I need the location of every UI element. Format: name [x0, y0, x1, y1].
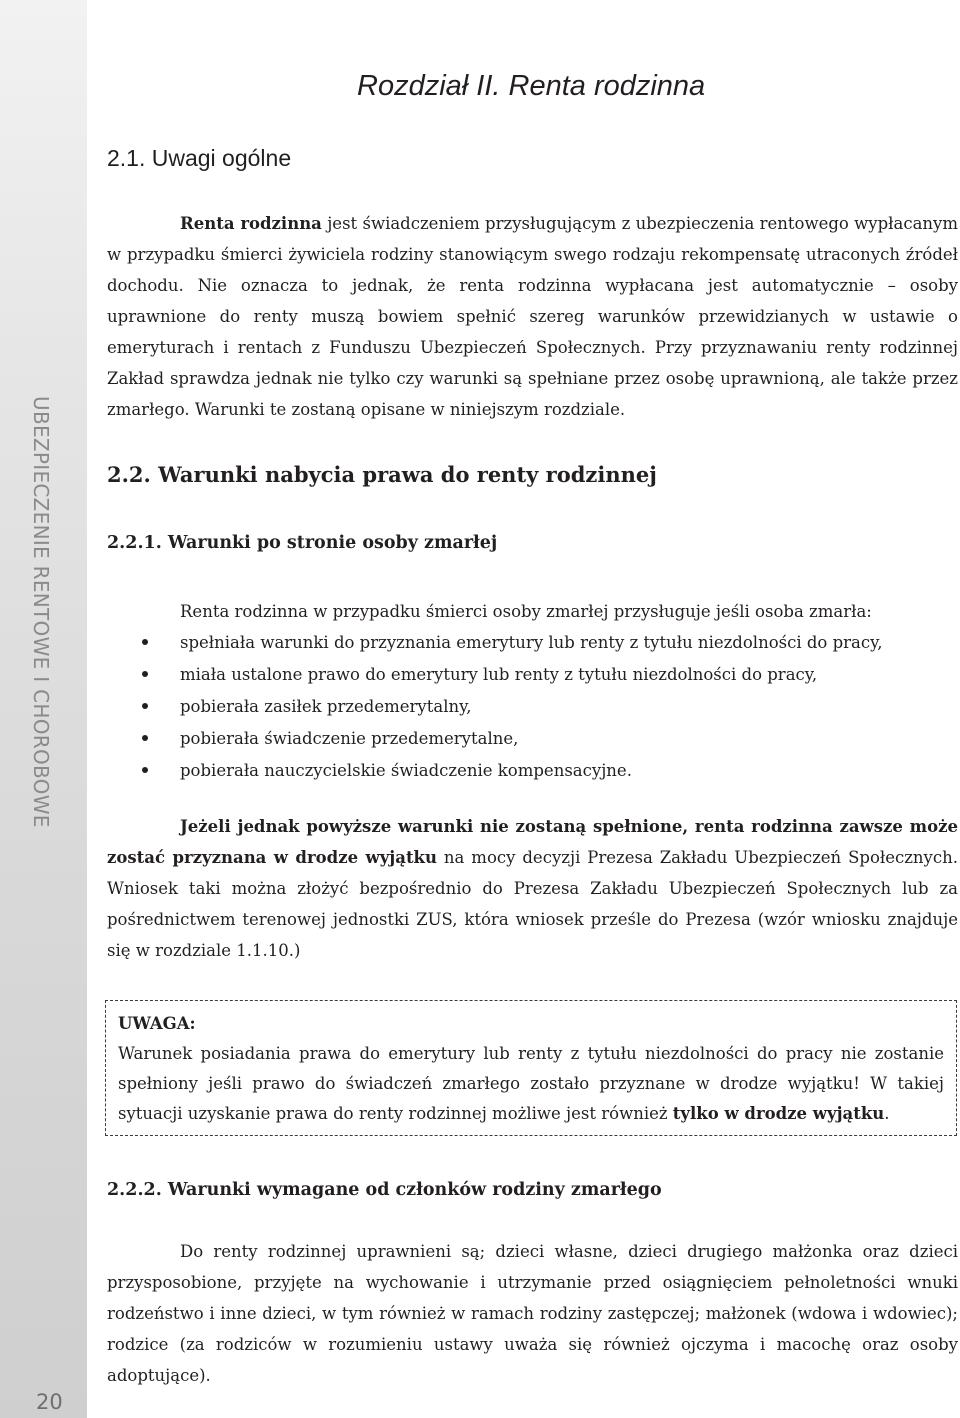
paragraph-text: Do renty rodzinnej uprawnieni są; dzieci własne, dzieci drugiego małżonka oraz dzieci przysposobione, przyjęte na wychowanie i utrzymanie przed osiągnięciem pełnoletności wnuki rodzeństwo i inne dzieci, w tym również w ramach rodziny zastępczej; małżonek (wdowa i wdowiec); rodzice (za rodziców w rozumieniu ustawy uważa się również ojczyma i macochę oraz osoby adoptujące). [107, 1242, 958, 1385]
heading-2-1: 2.1. Uwagi ogólne [107, 145, 292, 171]
list-item: pobierała nauczycielskie świadczenie kompensacyjne. [107, 755, 883, 787]
warning-bold-text: tylko w drodze wyjątku [672, 1104, 885, 1123]
conditions-list [107, 627, 883, 787]
list-item: spełniała warunki do przyznania emerytury lub renty z tytułu niezdolności do pracy, [107, 627, 883, 659]
warning-text: Warunek posiadania prawa do emerytury lub renty z tytułu niezdolności do pracy nie zostanie spełniony jeśli prawo do świadczeń zmarłego zostało przyznane w drodze wyjątku! W takiej sytuacji uzyskanie prawa do renty rodzinnej możliwe jest również tylko w drodze wyjątku. [118, 1044, 944, 1123]
exception-bold-text: Jeżeli jednak powyższe warunki nie zostaną spełnione, renta rodzinna zawsze może zostać przyznana w drodze wyjątku [107, 817, 958, 867]
heading-2-2-1: 2.2.1. Warunki po stronie osoby zmarłej [107, 533, 498, 553]
warning-title: UWAGA: [118, 1014, 196, 1033]
paragraph-text: jest świadczeniem przysługującym z ubezpieczenia rentowego wypłacanym w przypadku śmierci żywiciela rodziny stanowiącym swego rodzaju rekompensatę utraconych źródeł dochodu. Nie oznacza to jednak, że renta rodzinna wypłacana jest automatycznie – osoby uprawnione do renty muszą bowiem spełnić szereg warunków przewidzianych w ustawie o emeryturach i rentach z Funduszu Ubezpieczeń Społecznych. Przy przyznawaniu renty rodzinnej Zakład sprawdza jednak nie tylko czy warunki są spełniane przez osobę uprawnioną, ale także przez zmarłego. Warunki te zostaną opisane w niniejszym rozdziale. [107, 214, 958, 419]
page-number: 20 [36, 1390, 63, 1414]
list-item: pobierała świadczenie przedemerytalne, [107, 723, 883, 755]
chapter-title: Rozdział II. Renta rodzinna [357, 70, 706, 102]
bullet-icon [142, 735, 148, 741]
list-item: pobierała zasiłek przedemerytalny, [107, 691, 883, 723]
bullet-icon [142, 703, 148, 709]
warning-box [105, 1000, 957, 1136]
paragraph-family-members [107, 1236, 958, 1391]
bullet-icon [142, 639, 148, 645]
section-side-label: UBEZPIECZENIE RENTOWE I CHOROBOWE [29, 396, 53, 828]
bullet-icon [142, 671, 148, 677]
list-item: miała ustalone prawo do emerytury lub renty z tytułu niezdolności do pracy, [107, 659, 883, 691]
bullet-icon [142, 767, 148, 773]
heading-2-2: 2.2. Warunki nabycia prawa do renty rodzinnej [107, 462, 657, 487]
paragraph-general-remarks [107, 208, 958, 425]
heading-2-2-2: 2.2.2. Warunki wymagane od członków rodziny zmarłego [107, 1180, 662, 1200]
term-renta-rodzinna: Renta rodzinna [180, 214, 322, 233]
exception-text: na mocy decyzji Prezesa Zakładu Ubezpieczeń Społecznych. Wniosek taki można złożyć bezpośrednio do Prezesa Zakładu Ubezpieczeń Społecznych lub za pośrednictwem terenowej jednostki ZUS, która wniosek prześle do Prezesa (wzór wniosku znajduje się w rozdziale 1.1.10.) [107, 848, 958, 960]
conditions-intro: Renta rodzinna w przypadku śmierci osoby zmarłej przysługuje jeśli osoba zmarła: [180, 602, 872, 621]
paragraph-exception [107, 811, 958, 966]
